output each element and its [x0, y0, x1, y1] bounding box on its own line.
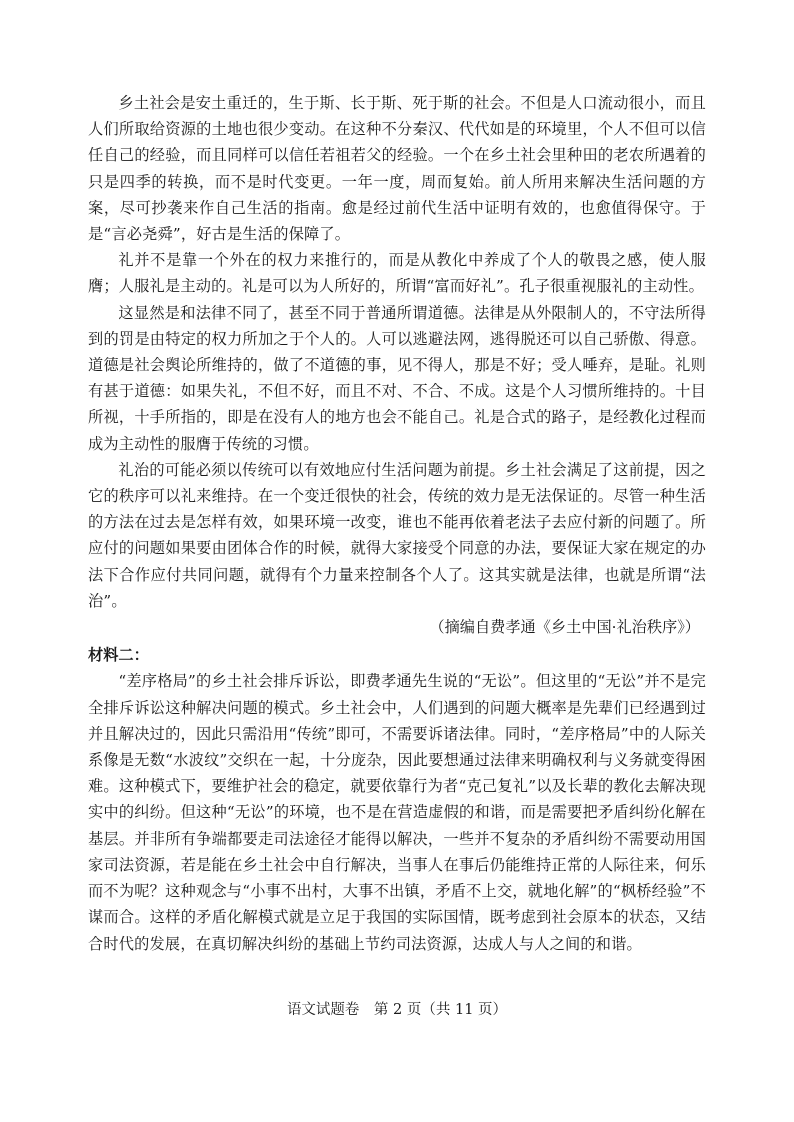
material1-paragraph-1: 乡土社会是安土重迁的，生于斯、长于斯、死于斯的社会。不但是人口流动很小，而且人们所取给资源的土地也很少变动。在这种不分秦汉、代代如是的环境里，个人不但可以信任自己的经验，而且同样可以信任若祖若父的经验。一个在乡土社会里种田的老农所遇着的只是四季的转换，而不是时代变更。一年一度，周而复始。前人所用来解决生活问题的方案，尽可抄袭来作自己生活的指南。愈是经过前代生活中证明有效的，也愈值得保守。于是“言必尧舜”，好古是生活的保障了。 — [88, 94, 706, 244]
page-footer: 语文试题卷 第 2 页（共 11 页） — [286, 1002, 508, 1018]
material1-paragraph-3: 这显然是和法律不同了，甚至不同于普通所谓道德。法律是从外限制人的，不守法所得到的罚是由特定的权力所加之于个人的。人可以逃避法网，逃得脱还可以自己骄傲、得意。道德是社会舆论所维持的，做了不道德的事，见不得人，那是不好；受人唾弃，是耻。礼则有甚于道德：如果失礼，不但不好，而且不对、不合、不成。这是个人习惯所维持的。十目所视，十手所指的，即是在没有人的地方也会不能自己。礼是合式的路子，是经教化过程而成为主动性的服膺于传统的习惯。 — [88, 303, 706, 453]
material1-paragraph-2: 礼并不是靠一个外在的权力来推行的，而是从教化中养成了个人的敬畏之感，使人服膺；人服礼是主动的。礼是可以为人所好的，所谓“富而好礼”。孔子很重视服礼的主动性。 — [88, 251, 706, 296]
material1-source: （摘编自费孝通《乡土中国·礼治秩序》） — [429, 618, 700, 637]
material2-title: 材料二： — [88, 646, 149, 665]
page-content — [88, 90, 706, 957]
material2-paragraph-1: “差序格局”的乡土社会排斥诉讼，即费孝通先生说的“无讼”。但这里的“无讼”并不是完全排斥诉讼这种解决问题的模式。乡土社会中，人们遇到的问题大概率是先辈们已经遇到过并且解决过的，因此只需沿用“传统”即可，不需要诉诸法律。同时，“差序格局”中的人际关系像是无数“水波纹”交织在一起，十分庞杂，因此要想通过法律来明确权利与义务就变得困难。这种模式下，要维护社会的稳定，就要依靠行为者“克己复礼”以及长辈的教化去解决现实中的纠纷。但这种“无讼”的环境，也不是在营造虚假的和谐，而是需要把矛盾纠纷化解在基层。并非所有争端都要走司法途径才能得以解决，一些并不复杂的矛盾纠纷不需要动用国家司法资源，若是能在乡土社会中自行解决，当事人在事后仍能维持正常的人际往来，何乐而不为呢？这种观念与“小事不出村，大事不出镇，矛盾不上交，就地化解”的“枫桥经验”不谋而合。这样的矛盾化解模式就是立足于我国的实际国情，既考虑到社会原本的状态，又结合时代的发展，在真切解决纠纷的基础上节约司法资源，达成人与人之间的和谐。 — [88, 672, 706, 953]
material1-paragraph-4: 礼治的可能必须以传统可以有效地应付生活问题为前提。乡土社会满足了这前提，因之它的秩序可以礼来维持。在一个变迁很快的社会，传统的效力是无法保证的。尽管一种生活的方法在过去是怎样有效，如果环境一改变，谁也不能再依着老法子去应付新的问题了。所应付的问题如果要由团体合作的时候，就得大家接受个同意的办法，要保证大家在规定的办法下合作应付共同问题，就得有个力量来控制各个人了。这其实就是法律，也就是所谓“法治”。 — [88, 460, 706, 610]
